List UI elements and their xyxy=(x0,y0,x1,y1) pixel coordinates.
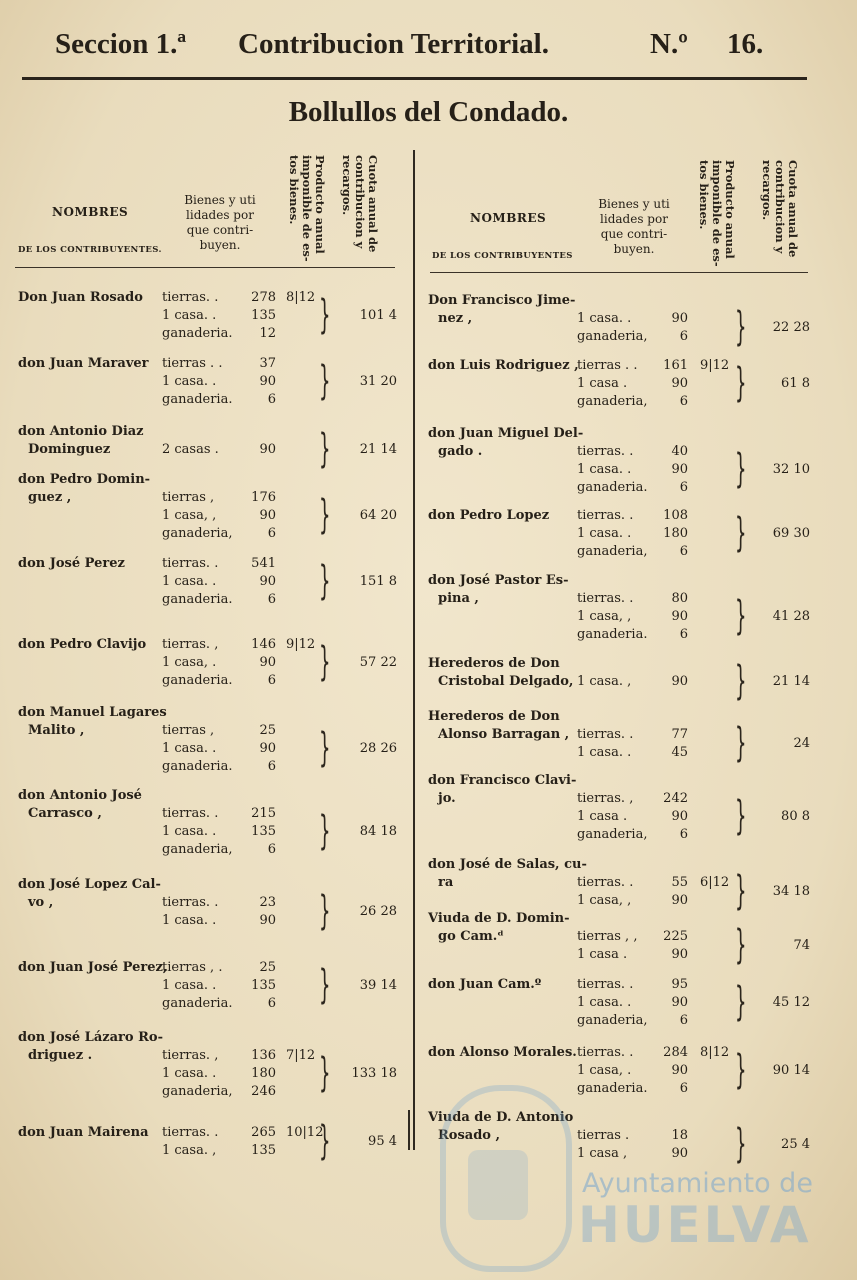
annual-quota: 32 10 xyxy=(772,462,810,477)
property-type: 1 casa. . xyxy=(162,308,217,323)
col-producto-header-right: Producto anual imponible de es- tos bienes. xyxy=(697,160,737,267)
contributor-name: don Manuel Lagares xyxy=(18,705,167,720)
annual-quota: 90 14 xyxy=(772,1063,810,1078)
property-value: 90 xyxy=(671,376,688,391)
annual-quota: 26 28 xyxy=(359,904,397,919)
property-value: 246 xyxy=(251,1084,276,1099)
property-value: 6 xyxy=(267,526,276,541)
contributor-name: don José de Salas, cu- xyxy=(428,857,587,872)
property-value: 90 xyxy=(259,508,276,523)
property-value: 284 xyxy=(663,1045,688,1060)
property-type: tierras . . xyxy=(577,358,638,373)
property-type: tierras. . xyxy=(577,444,634,459)
property-value: 180 xyxy=(251,1066,276,1081)
property-type: 1 casa. . xyxy=(162,824,217,839)
contributor-name: don Juan Cam.º xyxy=(428,977,542,992)
property-value: 18 xyxy=(671,1128,688,1143)
property-value: 90 xyxy=(671,1063,688,1078)
col-producto-header-left: Producto anual imponible de es- tos bienes. xyxy=(287,155,327,262)
property-type: tierras. , xyxy=(162,1048,219,1063)
property-type: ganaderia, xyxy=(577,544,648,559)
annual-quota: 74 xyxy=(793,938,810,953)
property-type: 1 casa. . xyxy=(162,741,217,756)
property-type: 1 casa. . xyxy=(162,978,217,993)
property-value: 77 xyxy=(671,727,688,742)
col-cuota-header-left: Cuota anual de contribucion y recargos. xyxy=(340,155,380,253)
property-type: tierras. . xyxy=(577,591,634,606)
property-value: 90 xyxy=(259,442,276,457)
watermark-seal-cross xyxy=(468,1150,528,1220)
annual-quota: 151 8 xyxy=(359,574,397,589)
property-type: 1 casa. . xyxy=(577,526,632,541)
property-type: ganaderia. xyxy=(577,1081,648,1096)
property-value: 90 xyxy=(671,311,688,326)
group-brace: } xyxy=(318,725,331,771)
property-value: 90 xyxy=(259,374,276,389)
property-type: ganaderia, xyxy=(577,329,648,344)
property-type: ganaderia, xyxy=(162,842,233,857)
property-type: ganaderia. xyxy=(162,759,233,774)
group-brace: } xyxy=(318,492,331,538)
property-value: 135 xyxy=(251,1143,276,1158)
property-value: 25 xyxy=(259,723,276,738)
contributor-name: Malito , xyxy=(28,723,85,738)
property-type: 1 casa . xyxy=(577,947,628,962)
contributor-name: go Cam.ᵈ xyxy=(438,929,504,944)
annual-quota: 39 14 xyxy=(359,978,397,993)
annual-quota: 69 30 xyxy=(772,526,810,541)
group-brace: } xyxy=(734,593,747,639)
page-number: 16. xyxy=(727,28,764,60)
property-value: 146 xyxy=(251,637,276,652)
col-names-sub-left: DE LOS CONTRIBUYENTES. xyxy=(18,245,162,255)
property-value: 161 xyxy=(663,358,688,373)
property-value: 6 xyxy=(679,1013,688,1028)
taxable-product: 9|12 xyxy=(286,637,316,652)
property-value: 90 xyxy=(671,947,688,962)
property-type: 1 casa. , xyxy=(162,1143,217,1158)
property-value: 6 xyxy=(267,592,276,607)
contributor-name: Herederos de Don xyxy=(428,709,560,724)
property-type: tierras. . xyxy=(577,977,634,992)
property-type: ganaderia, xyxy=(162,1084,233,1099)
property-type: tierras. . xyxy=(162,895,219,910)
contributor-name: don Juan José Perez, xyxy=(18,960,168,975)
contributor-name: Dominguez xyxy=(28,442,111,457)
property-type: ganaderia. xyxy=(162,326,233,341)
contributor-name: don José Lopez Cal- xyxy=(18,877,161,892)
contributor-name: Herederos de Don xyxy=(428,656,560,671)
property-type: tierras. . xyxy=(577,727,634,742)
section-label: Seccion 1.ª xyxy=(55,28,187,60)
property-type: tierras , , xyxy=(577,929,638,944)
group-brace: } xyxy=(734,446,747,492)
property-type: 1 casa. , xyxy=(577,674,632,689)
property-type: 1 casa. . xyxy=(162,374,217,389)
col-cuota-header-right: Cuota anual de contribucion y recargos. xyxy=(760,160,800,258)
group-brace: } xyxy=(318,558,331,604)
property-value: 6 xyxy=(267,673,276,688)
property-value: 6 xyxy=(679,1081,688,1096)
column-divider xyxy=(413,150,415,1150)
property-type: 1 casa. . xyxy=(162,913,217,928)
property-type: 1 casa. . xyxy=(162,574,217,589)
property-type: 1 casa. . xyxy=(577,995,632,1010)
contributor-name: Viuda de D. Domin- xyxy=(428,911,570,926)
header-rule xyxy=(22,77,807,80)
group-brace: } xyxy=(734,922,747,968)
annual-quota: 21 14 xyxy=(772,674,810,689)
property-type: tierras. . xyxy=(162,556,219,571)
property-value: 6 xyxy=(679,329,688,344)
property-type: tierras. . xyxy=(577,875,634,890)
property-value: 90 xyxy=(671,893,688,908)
group-brace: } xyxy=(734,868,747,914)
property-value: 90 xyxy=(671,609,688,624)
contributor-name: don Antonio Diaz xyxy=(18,424,144,439)
property-type: 1 casa . xyxy=(577,376,628,391)
contributor-name: guez , xyxy=(28,490,72,505)
annual-quota: 57 22 xyxy=(359,655,397,670)
contributor-name: driguez . xyxy=(28,1048,93,1063)
contributor-name: don Pedro Lopez xyxy=(428,508,550,523)
property-type: tierras . . xyxy=(162,356,223,371)
group-brace: } xyxy=(318,358,331,404)
contributor-name: Don Juan Rosado xyxy=(18,290,143,305)
property-type: 1 casa, , xyxy=(577,609,632,624)
contributor-name: don Alonso Morales. xyxy=(428,1045,577,1060)
property-value: 6 xyxy=(679,827,688,842)
property-type: 1 casa. . xyxy=(577,745,632,760)
contributor-name: pina , xyxy=(438,591,479,606)
taxable-product: 6|12 xyxy=(700,875,730,890)
group-brace: } xyxy=(318,426,331,472)
property-value: 242 xyxy=(663,791,688,806)
property-value: 90 xyxy=(671,809,688,824)
property-type: ganaderia, xyxy=(577,827,648,842)
contributor-name: gado . xyxy=(438,444,483,459)
property-type: tierras , xyxy=(162,490,215,505)
property-value: 23 xyxy=(259,895,276,910)
contributor-name: nez , xyxy=(438,311,473,326)
property-type: ganaderia, xyxy=(162,526,233,541)
property-type: 1 casa. . xyxy=(577,462,632,477)
property-value: 180 xyxy=(663,526,688,541)
group-brace: } xyxy=(734,720,747,766)
watermark-line2: HUELVA xyxy=(578,1196,812,1254)
group-brace: } xyxy=(734,360,747,406)
annual-quota: 101 4 xyxy=(359,308,397,323)
property-value: 12 xyxy=(259,326,276,341)
property-type: ganaderia. xyxy=(577,480,648,495)
contributor-name: Don Francisco Jime- xyxy=(428,293,576,308)
annual-quota: 34 18 xyxy=(772,884,810,899)
contributor-name: don Juan Mairena xyxy=(18,1125,149,1140)
col-bienes-header-left: Bienes y uti lidades por que contri- buyen. xyxy=(184,193,256,252)
property-value: 136 xyxy=(251,1048,276,1063)
contributor-name: don Juan Maraver xyxy=(18,356,149,371)
col-names-sub-right: DE LOS CONTRIBUYENTES xyxy=(432,251,573,261)
property-value: 45 xyxy=(671,745,688,760)
page-header xyxy=(55,28,775,68)
contributor-name: don José Perez xyxy=(18,556,125,571)
property-value: 6 xyxy=(679,544,688,559)
property-type: tierras. . xyxy=(162,290,219,305)
property-type: tierras , xyxy=(162,723,215,738)
group-brace: } xyxy=(318,1118,331,1164)
group-brace: } xyxy=(318,962,331,1008)
annual-quota: 80 8 xyxy=(781,809,810,824)
property-value: 6 xyxy=(267,996,276,1011)
property-type: ganaderia. xyxy=(162,996,233,1011)
annual-quota: 25 4 xyxy=(781,1137,810,1152)
property-type: 1 casa, . xyxy=(162,655,217,670)
property-type: 1 casa , xyxy=(577,1146,628,1161)
col-names-header-right: NOMBRES xyxy=(470,211,547,225)
group-brace: } xyxy=(318,639,331,685)
property-type: ganaderia. xyxy=(162,392,233,407)
col-bienes-header-right: Bienes y uti lidades por que contri- buyen. xyxy=(598,197,670,256)
property-value: 6 xyxy=(267,759,276,774)
page-number-label: N.º xyxy=(650,28,688,60)
property-value: 90 xyxy=(259,655,276,670)
property-type: tierras. , xyxy=(577,791,634,806)
property-value: 135 xyxy=(251,824,276,839)
property-type: 1 casa, . xyxy=(577,1063,632,1078)
group-brace: } xyxy=(734,1047,747,1093)
property-value: 108 xyxy=(663,508,688,523)
property-value: 278 xyxy=(251,290,276,305)
annual-quota: 45 12 xyxy=(772,995,810,1010)
property-value: 6 xyxy=(679,627,688,642)
contributor-name: jo. xyxy=(438,791,456,806)
property-type: tierras. . xyxy=(162,1125,219,1140)
annual-quota: 84 18 xyxy=(359,824,397,839)
group-brace: } xyxy=(318,888,331,934)
property-type: tierras , . xyxy=(162,960,223,975)
property-type: ganaderia, xyxy=(577,394,648,409)
contributor-name: ra xyxy=(438,875,454,890)
contributor-name: don Francisco Clavi- xyxy=(428,773,577,788)
property-value: 25 xyxy=(259,960,276,975)
contributor-name: don Pedro Domin- xyxy=(18,472,151,487)
annual-quota: 41 28 xyxy=(772,609,810,624)
property-type: ganaderia. xyxy=(162,673,233,688)
annual-quota: 22 28 xyxy=(772,320,810,335)
property-type: tierras. , xyxy=(162,637,219,652)
contributor-name: don Antonio José xyxy=(18,788,142,803)
property-value: 90 xyxy=(259,574,276,589)
group-brace: } xyxy=(734,304,747,350)
col-names-header-left: NOMBRES xyxy=(52,205,129,219)
annual-quota: 28 26 xyxy=(359,741,397,756)
annual-quota: 133 18 xyxy=(351,1066,397,1081)
annual-quota: 64 20 xyxy=(359,508,397,523)
column-divider-tail xyxy=(408,1110,410,1150)
town-title: Bollullos del Condado. xyxy=(288,96,569,128)
group-brace: } xyxy=(734,793,747,839)
property-type: tierras. . xyxy=(577,508,634,523)
contributor-name: Cristobal Delgado, xyxy=(438,674,574,689)
header-title: Contribucion Territorial. xyxy=(238,28,549,60)
property-value: 6 xyxy=(679,480,688,495)
contributor-name: Alonso Barragan , xyxy=(438,727,570,742)
property-type: tierras . xyxy=(577,1128,630,1143)
property-type: tierras. . xyxy=(577,1045,634,1060)
taxable-product: 9|12 xyxy=(700,358,730,373)
property-type: 1 casa, , xyxy=(577,893,632,908)
property-value: 55 xyxy=(671,875,688,890)
property-value: 95 xyxy=(671,977,688,992)
group-brace: } xyxy=(734,1121,747,1167)
contributor-name: don Luis Rodriguez , xyxy=(428,358,579,373)
header-underline-right xyxy=(430,272,808,273)
property-value: 37 xyxy=(259,356,276,371)
property-value: 90 xyxy=(671,462,688,477)
annual-quota: 21 14 xyxy=(359,442,397,457)
taxable-product: 8|12 xyxy=(700,1045,730,1060)
annual-quota: 95 4 xyxy=(368,1134,397,1149)
header-underline-left xyxy=(15,267,395,268)
property-value: 90 xyxy=(671,674,688,689)
property-value: 135 xyxy=(251,308,276,323)
watermark-line1: Ayuntamiento de xyxy=(582,1168,813,1199)
property-value: 541 xyxy=(251,556,276,571)
property-value: 265 xyxy=(251,1125,276,1140)
property-type: ganaderia. xyxy=(577,627,648,642)
property-value: 225 xyxy=(663,929,688,944)
group-brace: } xyxy=(318,292,331,338)
taxable-product: 8|12 xyxy=(286,290,316,305)
property-value: 6 xyxy=(679,394,688,409)
group-brace: } xyxy=(318,1050,331,1096)
contributor-name: Viuda de D. Antonio xyxy=(428,1110,574,1125)
group-brace: } xyxy=(734,510,747,556)
contributor-name: Carrasco , xyxy=(28,806,102,821)
annual-quota: 24 xyxy=(793,736,810,751)
property-type: 1 casa. . xyxy=(162,1066,217,1081)
property-value: 90 xyxy=(671,995,688,1010)
taxable-product: 10|12 xyxy=(286,1125,324,1140)
taxable-product: 7|12 xyxy=(286,1048,316,1063)
property-type: 2 casas . xyxy=(162,442,219,457)
property-value: 215 xyxy=(251,806,276,821)
property-type: tierras. . xyxy=(162,806,219,821)
contributor-name: vo , xyxy=(28,895,54,910)
contributor-name: don Pedro Clavijo xyxy=(18,637,147,652)
property-value: 80 xyxy=(671,591,688,606)
property-value: 6 xyxy=(267,392,276,407)
property-value: 90 xyxy=(259,741,276,756)
property-value: 176 xyxy=(251,490,276,505)
annual-quota: 61 8 xyxy=(781,376,810,391)
contributor-name: don José Lázaro Ro- xyxy=(18,1030,163,1045)
property-value: 90 xyxy=(671,1146,688,1161)
property-value: 135 xyxy=(251,978,276,993)
property-type: 1 casa. . xyxy=(577,311,632,326)
property-value: 6 xyxy=(267,842,276,857)
contributor-name: Rosado , xyxy=(438,1128,501,1143)
group-brace: } xyxy=(318,808,331,854)
contributor-name: don Juan Miguel Del- xyxy=(428,426,584,441)
annual-quota: 31 20 xyxy=(359,374,397,389)
contributor-name: don José Pastor Es- xyxy=(428,573,569,588)
property-type: ganaderia, xyxy=(577,1013,648,1028)
property-type: 1 casa . xyxy=(577,809,628,824)
property-value: 90 xyxy=(259,913,276,928)
group-brace: } xyxy=(734,658,747,704)
property-type: 1 casa, , xyxy=(162,508,217,523)
group-brace: } xyxy=(734,979,747,1025)
property-value: 40 xyxy=(671,444,688,459)
property-type: ganaderia. xyxy=(162,592,233,607)
